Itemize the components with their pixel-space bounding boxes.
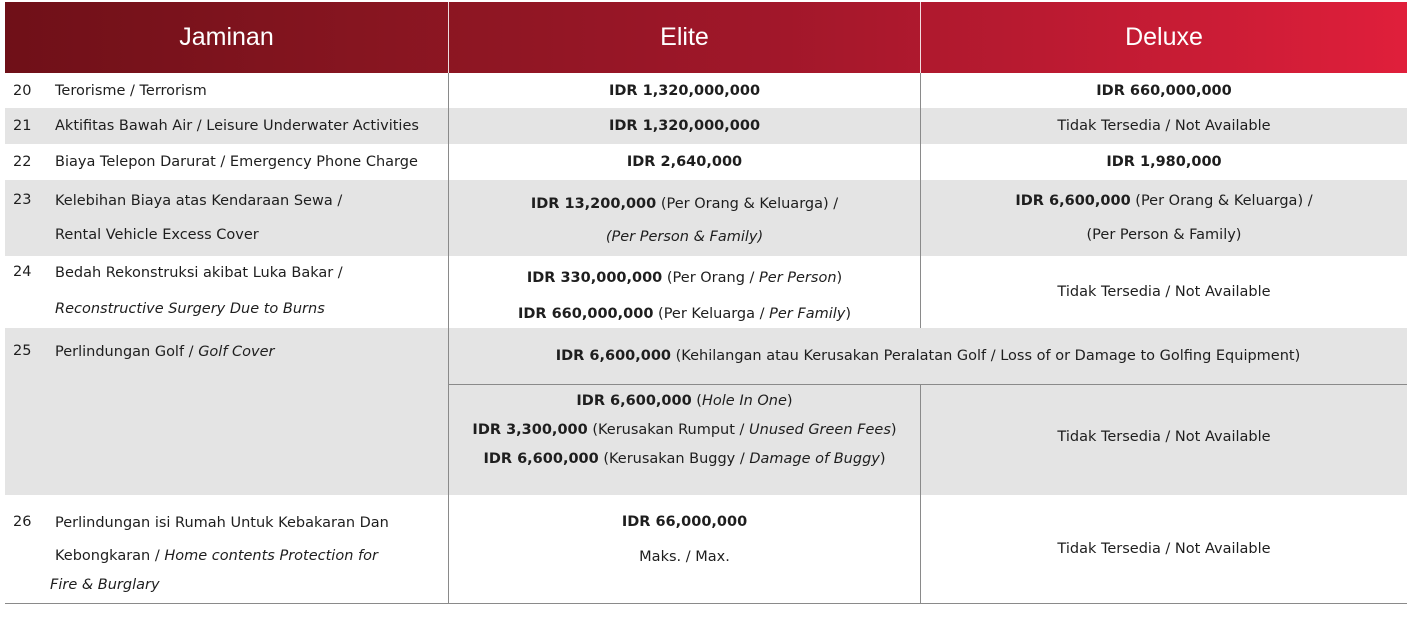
deluxe-value: Tidak Tersedia / Not Available <box>1057 284 1271 300</box>
deluxe-value: Tidak Tersedia / Not Available <box>1057 541 1271 557</box>
row-label-line2: Rental Vehicle Excess Cover <box>55 227 259 243</box>
row-number: 26 <box>13 514 32 530</box>
row-label-line2: Kebongkaran / Home contents Protection for <box>55 548 378 564</box>
elite-value-line1: IDR 13,200,000 (Per Orang & Keluarga) / <box>530 196 839 212</box>
row-number: 24 <box>13 264 32 280</box>
elite-value-line3: IDR 6,600,000 (Kerusakan Buggy / Damage of Buggy) <box>483 451 886 467</box>
row-label-line1: Bedah Rekonstruksi akibat Luka Bakar / <box>55 265 343 281</box>
table-row-21 <box>5 108 1407 144</box>
elite-value-line1: IDR 6,600,000 (Hole In One) <box>576 393 793 409</box>
elite-value-line1: IDR 66,000,000 <box>621 514 748 530</box>
elite-value: IDR 1,320,000,000 <box>608 118 761 134</box>
deluxe-value-line2: (Per Person & Family) <box>1086 227 1242 243</box>
elite-value: IDR 1,320,000,000 <box>608 82 761 99</box>
elite-value-line2: (Per Person & Family) <box>605 229 764 245</box>
deluxe-value: IDR 660,000,000 <box>1096 82 1232 99</box>
elite-value-line2: IDR 3,300,000 (Kerusakan Rumput / Unused Green Fees) <box>472 422 897 438</box>
table-row-23 <box>5 180 1407 256</box>
row-label: Terorisme / Terrorism <box>55 82 207 99</box>
row-label: Aktifitas Bawah Air / Leisure Underwater Activities <box>55 118 419 134</box>
table-row-24 <box>5 256 1407 328</box>
row-label: Perlindungan Golf / Golf Cover <box>55 344 275 360</box>
table-row-25 <box>5 328 1407 495</box>
header-elite: Elite <box>660 23 709 51</box>
table-row-22 <box>5 144 1407 180</box>
row-number: 22 <box>13 154 32 170</box>
deluxe-value: Tidak Tersedia / Not Available <box>1057 118 1271 134</box>
golf-equipment-value: IDR 6,600,000 (Kehilangan atau Kerusakan Peralatan Golf / Loss of or Damage to Golfing Equipment) <box>555 348 1301 364</box>
row-label-line2: Reconstructive Surgery Due to Burns <box>55 301 325 317</box>
deluxe-value: Tidak Tersedia / Not Available <box>1057 429 1271 445</box>
table-header <box>5 2 1407 73</box>
header-jaminan: Jaminan <box>179 23 274 51</box>
row-number: 20 <box>13 82 32 99</box>
elite-value-line2: Maks. / Max. <box>639 549 730 565</box>
table-bottom-border <box>5 603 1407 604</box>
row-number: 21 <box>13 118 32 134</box>
deluxe-value-line1: IDR 6,600,000 (Per Orang & Keluarga) / <box>1015 193 1313 209</box>
deluxe-value: IDR 1,980,000 <box>1106 154 1222 170</box>
coverage-table <box>5 2 1407 593</box>
row-label-line3: Fire & Burglary <box>50 577 160 593</box>
elite-value: IDR 2,640,000 <box>626 154 743 170</box>
table-row-26 <box>5 495 1407 603</box>
row-label-line1: Perlindungan isi Rumah Untuk Kebakaran Dan <box>55 515 389 531</box>
row-label-line1: Kelebihan Biaya atas Kendaraan Sewa / <box>55 193 343 209</box>
row-number: 25 <box>13 343 32 359</box>
row-number: 23 <box>13 192 32 208</box>
elite-value-line2: IDR 660,000,000 (Per Keluarga / Per Family) <box>517 306 852 322</box>
elite-value-line1: IDR 330,000,000 (Per Orang / Per Person) <box>526 270 843 286</box>
table-row-20 <box>5 73 1407 108</box>
row-label: Biaya Telepon Darurat / Emergency Phone Charge <box>55 154 418 170</box>
header-deluxe: Deluxe <box>1125 23 1203 51</box>
